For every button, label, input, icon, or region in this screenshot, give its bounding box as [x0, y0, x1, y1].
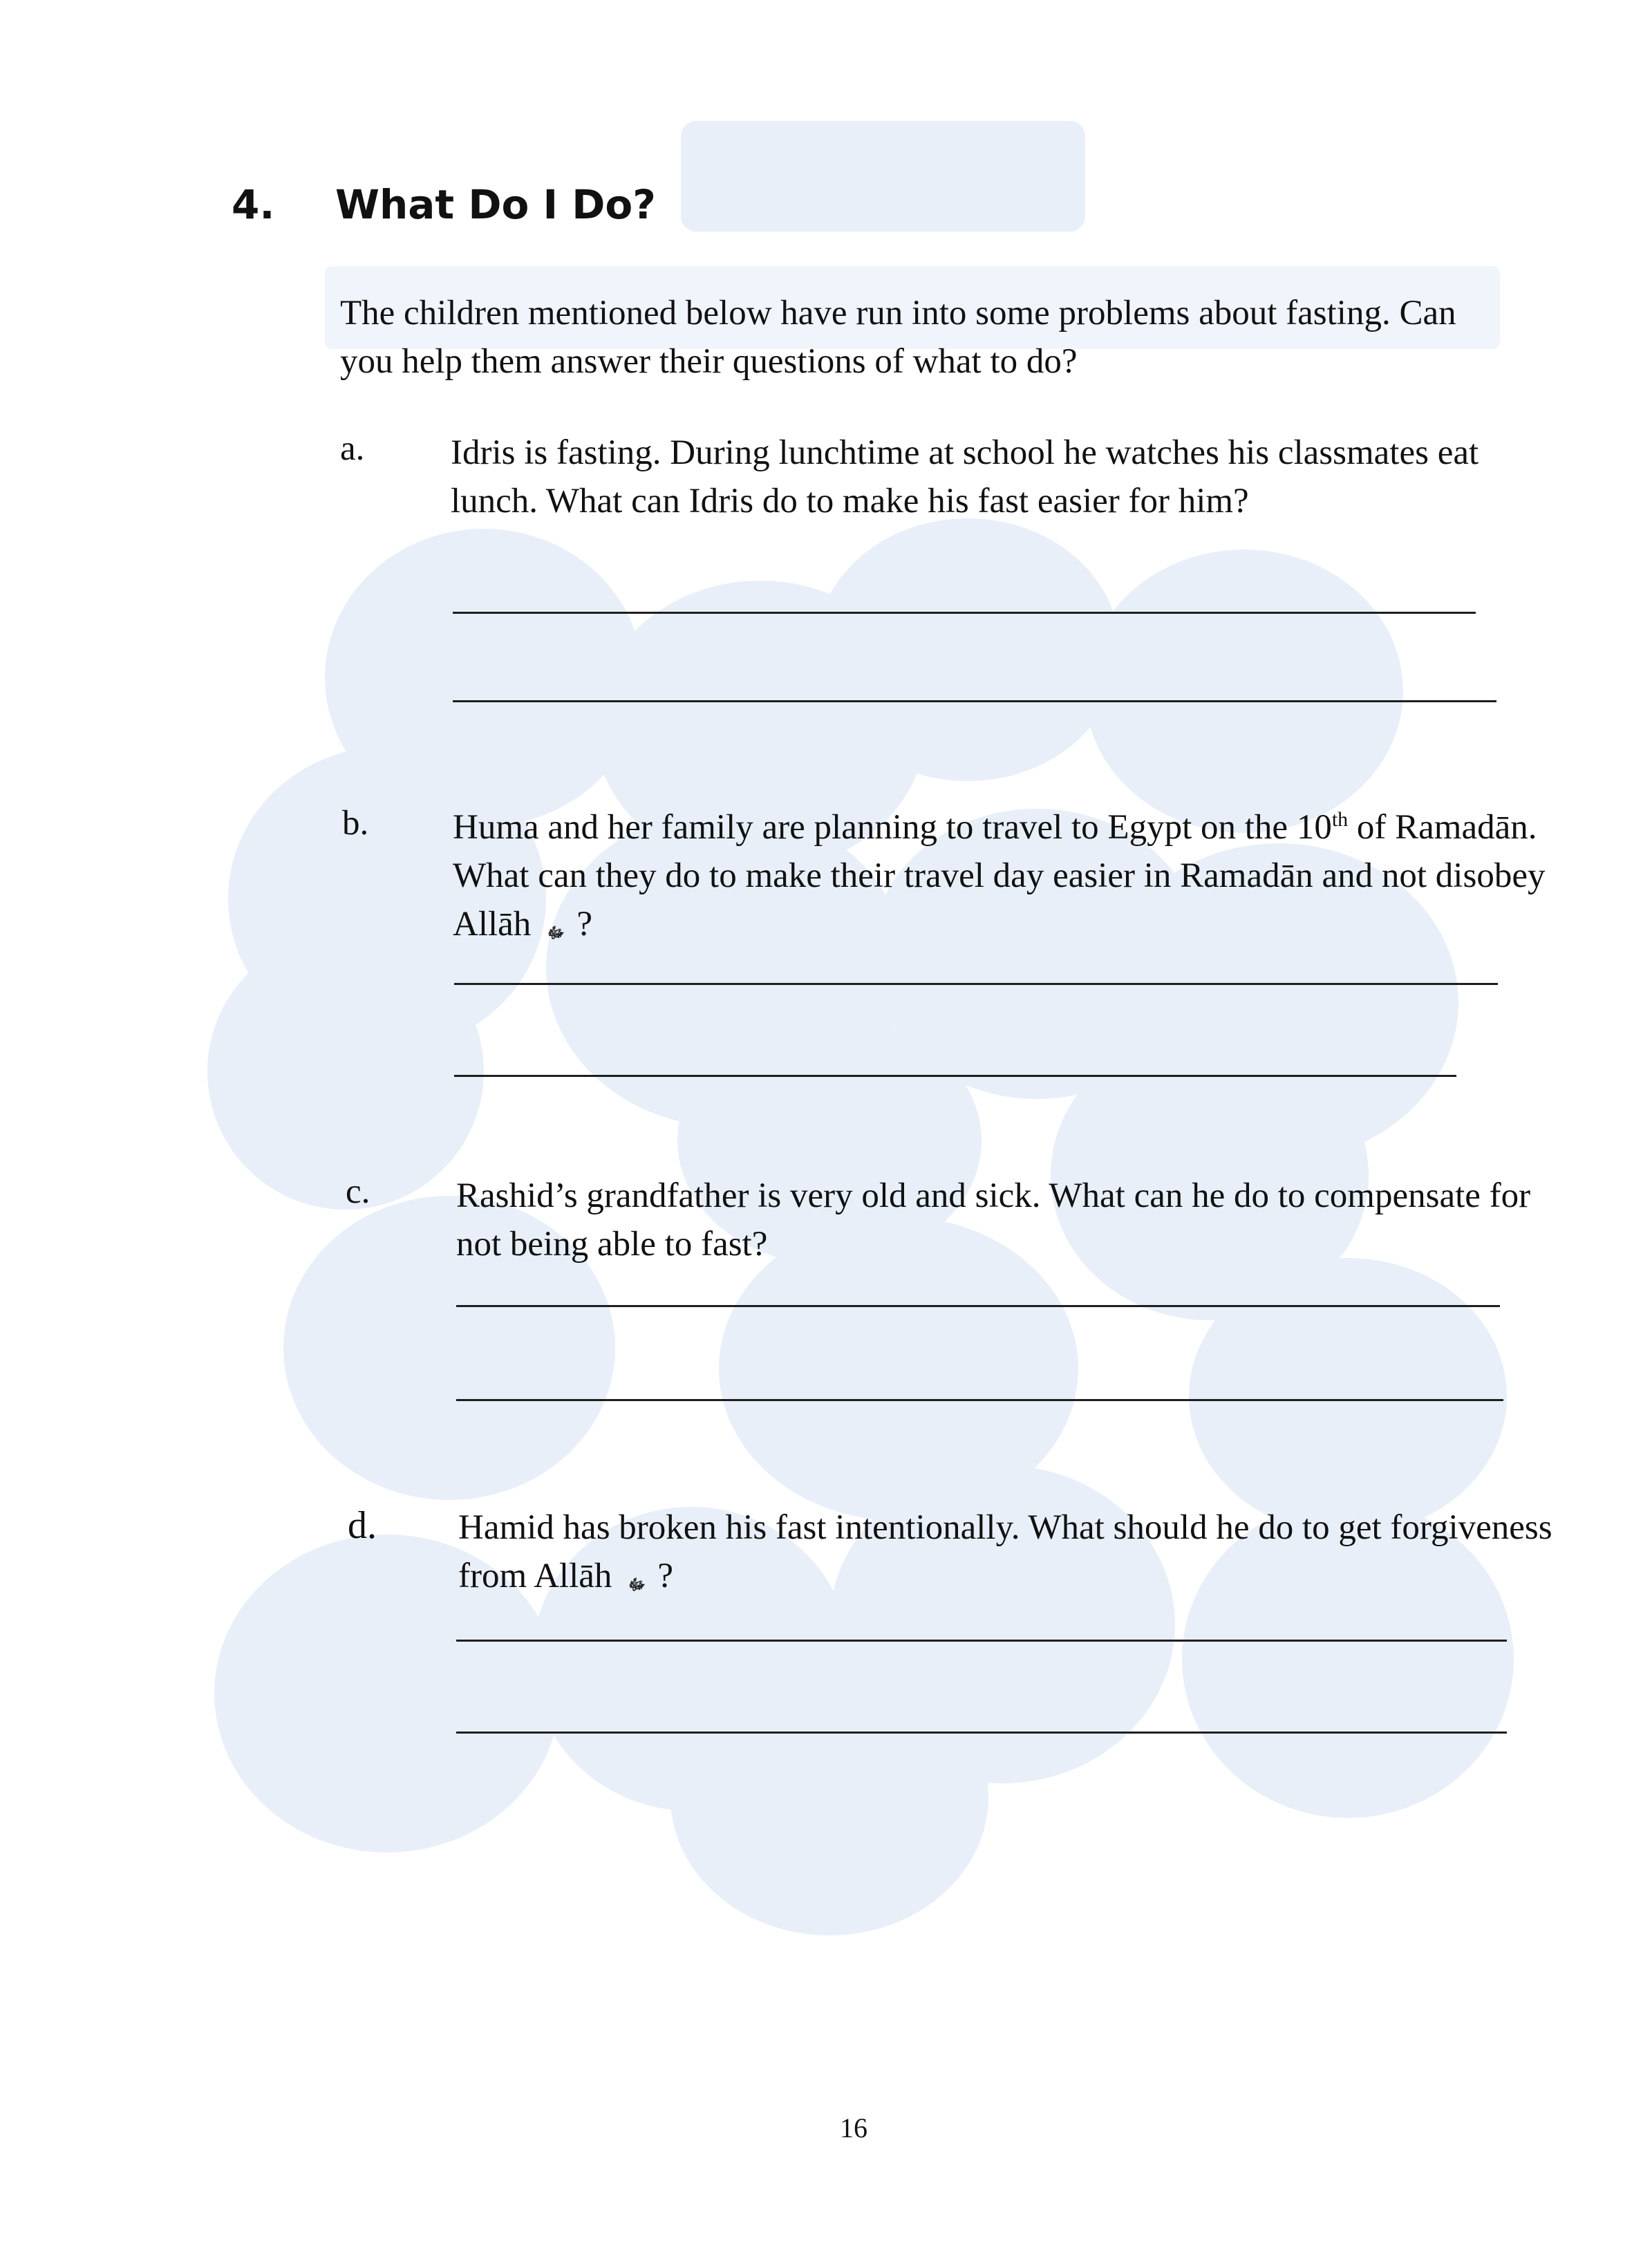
answer-line-b1[interactable] [454, 983, 1498, 985]
question-letter: b. [342, 804, 369, 843]
question-letter: d. [348, 1504, 377, 1547]
answer-line-d1[interactable] [456, 1640, 1507, 1642]
answer-line-c1[interactable] [456, 1305, 1500, 1307]
question-text-part1: Hamid has broken his fast intentionally. What should he do to get forgiveness from Allāh [458, 1508, 1552, 1595]
question-text [458, 1503, 1578, 1606]
question-text: Idris is fasting. During lunchtime at school he watches his classmates eat lunch. What can Idris do to make his fast easier for him? [451, 433, 1479, 520]
honorific-glyph: ﷻ [547, 925, 565, 942]
answer-line-a1[interactable] [453, 612, 1476, 614]
question-text-end: ? [657, 1557, 674, 1595]
section-heading [232, 181, 656, 228]
instructions-text: The children mentioned below have run into some problems about fasting. Can you help them answer their questions of what to do? [340, 294, 1456, 381]
question-letter: a. [340, 429, 365, 468]
ordinal-superscript: th [1331, 808, 1349, 831]
question-letter: c. [346, 1172, 370, 1211]
honorific-glyph: ﷻ [628, 1577, 646, 1594]
answer-line-d2[interactable] [456, 1732, 1507, 1734]
question-text-part2: of Ramadān. What can they do to make their travel day easier in Ramadān and not disobey Allāh [453, 808, 1546, 944]
question-text: Rashid’s grandfather is very old and sick. What can he do to compensate for not being able to fast? [456, 1176, 1531, 1264]
question-text [453, 803, 1573, 955]
answer-line-c2[interactable] [456, 1399, 1503, 1401]
question-text-end: ? [576, 905, 592, 944]
answer-line-a2[interactable] [453, 700, 1496, 702]
section-number: 4. [232, 181, 275, 228]
question-text-part1: Huma and her family are planning to travel to Egypt on the 10 [453, 808, 1332, 847]
answer-line-b2[interactable] [454, 1075, 1456, 1077]
section-title: What Do I Do? [335, 181, 656, 228]
page-number: 16 [840, 2112, 867, 2143]
